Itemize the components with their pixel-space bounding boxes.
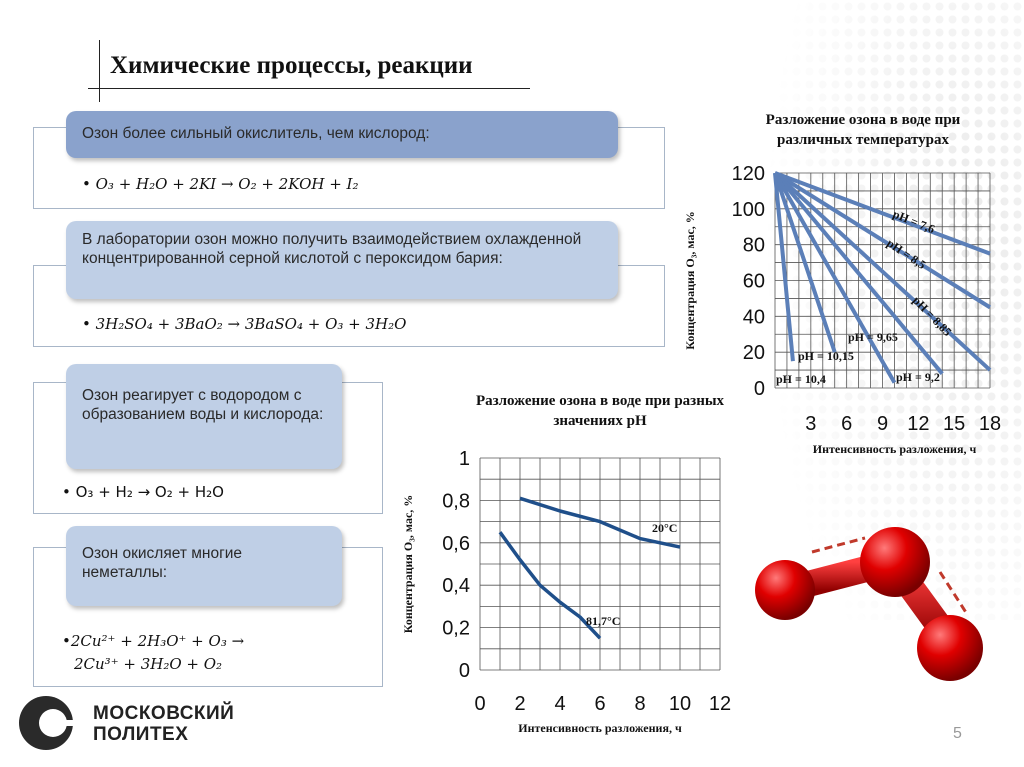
chart-2: [390, 440, 750, 745]
info-block-4-heading: Озон окисляет многие неметаллы:: [66, 526, 342, 606]
chart-1-x-tick-label: 9: [876, 413, 889, 435]
chart-2-y-tick-label: 0,8: [442, 490, 470, 513]
logo-line-2: ПОЛИТЕХ: [93, 724, 189, 745]
chart-2-x-tick-label: 0: [474, 693, 486, 715]
chart-2-y-tick-label: 0,2: [442, 617, 470, 640]
info-block-1-equation: • O₃ + H₂O + 2KI → O₂ + 2KOH + I₂: [82, 175, 359, 193]
chart-1-y-tick-label: 60: [742, 270, 765, 293]
chart-1-x-tick-label: 18: [978, 413, 1002, 435]
ozone-molecule-image: [745, 520, 1015, 700]
chart-1-x-axis-label: Интенсивность разложения, ч: [812, 442, 977, 456]
logo-text: [93, 703, 234, 745]
info-block-3-heading: Озон реагирует с водородом с образованием воды и кислорода:: [66, 364, 342, 469]
chart-1-series-label: pH = 10,4: [776, 372, 826, 386]
chart-1-y-tick-label: 120: [731, 163, 765, 185]
chart-1-y-tick-label: 80: [742, 234, 765, 257]
chart-2-y-tick-label: 1: [458, 448, 470, 470]
info-block-3-equation: • O₃ + H₂ → O₂ + H₂O: [62, 483, 224, 501]
chart-2-y-tick-label: 0: [458, 660, 470, 682]
chart-1-series-label: pH = 10,15: [798, 349, 854, 363]
info-block-1-heading: Озон более сильный окислитель, чем кислород:: [66, 111, 618, 158]
chart-2-title: Разложение озона в воде при разных значениях рН: [475, 393, 725, 429]
chart-2-x-tick-label: 8: [634, 693, 646, 715]
logo-line-1: МОСКОВСКИЙ: [93, 703, 235, 724]
chart-2-x-tick-label: 10: [668, 693, 692, 715]
chart-2-series-label: 81,7°C: [586, 614, 621, 628]
chart-1-y-tick-label: 40: [742, 306, 765, 329]
info-block-4-equation-line-2: 2Cu³⁺ + 3H₂O + O₂: [74, 655, 223, 673]
chart-1-series-label: pH = 7,6: [890, 206, 937, 237]
page-number: 5: [953, 725, 962, 742]
chart-2-y-tick-label: 0,4: [442, 575, 470, 598]
chart-1-series-label: pH = 8,5: [884, 235, 929, 273]
slide-title: Химические процессы, реакции: [110, 52, 473, 79]
title-underline: [88, 88, 530, 89]
chart-1-y-tick-label: 0: [753, 378, 765, 400]
chart-1-x-tick-label: 15: [943, 413, 966, 435]
chart-1-series-label: pH = 9,2: [896, 370, 940, 384]
chart-1-y-tick-label: 100: [731, 198, 765, 221]
chart-1-y-tick-label: 20: [742, 342, 765, 365]
chart-1-y-axis-label: Концентрация О₃, мас, %: [683, 211, 697, 350]
chart-2-x-tick-label: 4: [554, 693, 566, 715]
chart-2-y-axis-label: Концентрация О₃, мас, %: [401, 494, 415, 634]
chart-1-x-tick-label: 12: [907, 413, 930, 435]
chart-2-x-tick-label: 2: [514, 693, 526, 715]
chart-1-series-label: pH = 9,65: [848, 330, 898, 344]
chart-1-x-tick-label: 6: [841, 413, 853, 435]
chart-2-y-tick-label: 0,6: [442, 532, 470, 555]
title-vertical-rule: [99, 40, 100, 102]
chart-2-x-tick-label: 12: [708, 693, 732, 715]
chart-1-x-tick-label: 3: [805, 413, 817, 435]
chart-1-series-label: pH = 8,85: [909, 293, 955, 339]
info-block-2-equation: • 3H₂SO₄ + 3BaO₂ → 3BaSO₄ + O₃ + 3H₂O: [82, 315, 407, 333]
chart-1-title: Разложение озона в воде при различных температурах: [765, 112, 961, 148]
politech-logo-icon: [17, 694, 75, 752]
chart-2-x-axis-label: Интенсивность разложения, ч: [518, 721, 682, 735]
info-block-4-equation-line-1: •2Cu²⁺ + 2H₃O⁺ + O₃ →: [62, 632, 245, 650]
info-block-2-heading: В лаборатории озон можно получить взаимодействием охлажденной концентрированной серной кислотой с пероксидом бария:: [66, 221, 618, 299]
chart-2-x-tick-label: 6: [594, 693, 606, 715]
chart-2-series-label: 20°C: [652, 521, 678, 535]
